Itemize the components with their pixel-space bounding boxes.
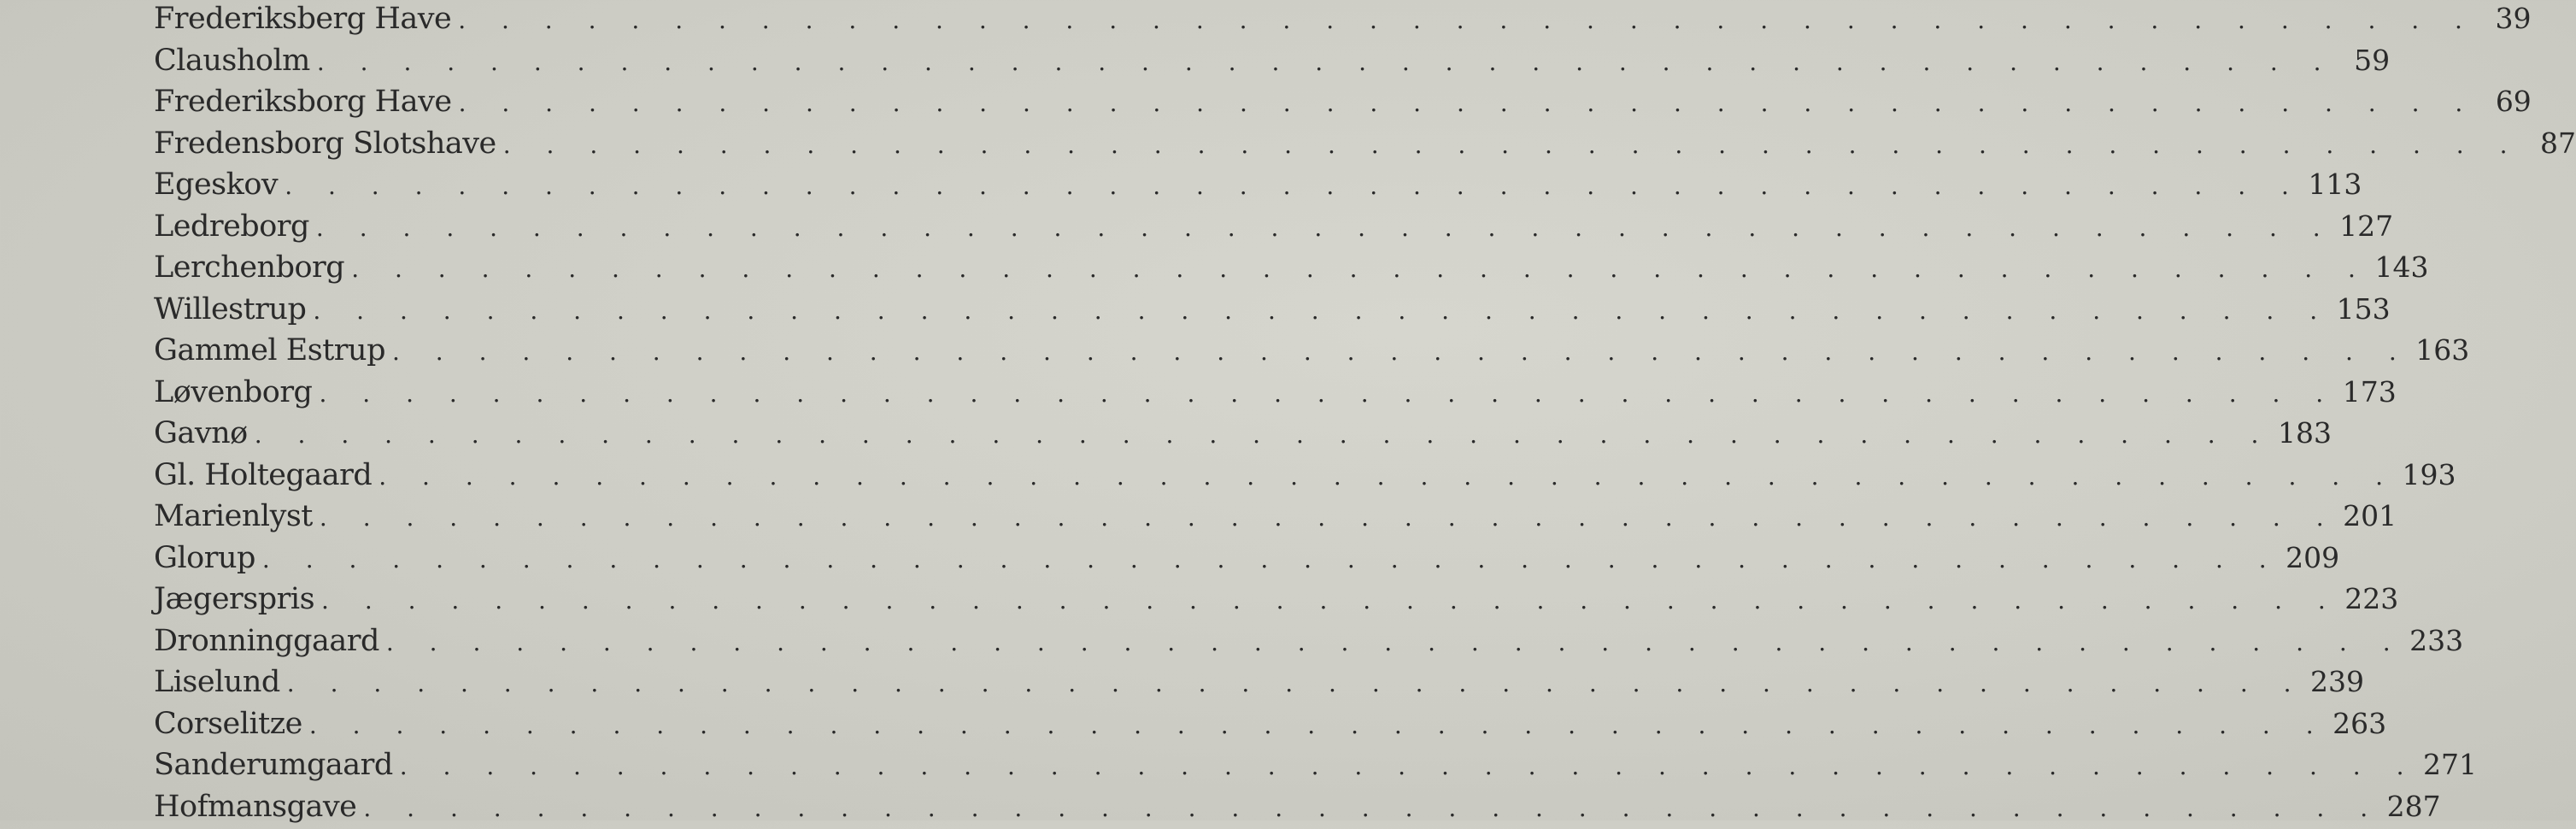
toc-entry-title: Frederiksberg Have <box>154 2 452 36</box>
toc-dot-leader: . . . . . . . . . . . . . . . . . . . . . . . . . . . . . . . . . . . . . . . . . . . . . . . <box>254 420 2273 449</box>
toc-entry <box>154 372 2397 413</box>
toc-entry <box>154 247 2429 288</box>
toc-entry-title: Dronninggaard <box>154 623 379 658</box>
toc-entry-title: Ledreborg <box>154 209 309 244</box>
toc-dot-leader: . . . . . . . . . . . . . . . . . . . . . . . . . . . . . . . . . . . . . . . . . . . . . . . <box>458 89 2477 117</box>
toc-entry <box>154 330 2470 371</box>
toc-entry-title: Gammel Estrup <box>154 333 385 367</box>
toc-dot-leader: . . . . . . . . . . . . . . . . . . . . . . . . . . . . . . . . . . . . . . . . . . . . . . . <box>261 544 2281 573</box>
toc-dot-leader: . . . . . . . . . . . . . . . . . . . . . . . . . . . . . . . . . . . . . . . . . . . . . . . <box>319 379 2338 408</box>
toc-entry-page-number: 69 <box>2495 85 2532 118</box>
toc-entry <box>154 620 2464 661</box>
toc-dot-leader: . . . . . . . . . . . . . . . . . . . . . . . . . . . . . . . . . . . . . . . . . . . . . . . <box>385 627 2405 656</box>
toc-entry <box>154 703 2387 744</box>
toc-entry-page-number: 163 <box>2415 333 2470 367</box>
toc-entry-page-number: 233 <box>2409 623 2464 657</box>
toc-entry-page-number: 183 <box>2277 416 2332 450</box>
toc-dot-leader: . . . . . . . . . . . . . . . . . . . . . . . . . . . . . . . . . . . . . . . . . . . . . . . <box>316 47 2336 76</box>
toc-entry-page-number: 263 <box>2332 706 2387 740</box>
toc-entry-page-number: 173 <box>2342 374 2397 409</box>
toc-dot-leader: . . . . . . . . . . . . . . . . . . . . . . . . . . . . . . . . . . . . . . . . . . . . . . . <box>315 213 2335 242</box>
toc-entry-title: Willestrup <box>154 291 307 326</box>
toc-entry-page-number: 287 <box>2386 789 2441 823</box>
toc-entry <box>154 786 2441 827</box>
toc-entry-title: Lerchenborg <box>154 250 345 285</box>
toc-entry <box>154 661 2365 703</box>
toc-entry-title: Marienlyst <box>154 499 313 533</box>
toc-entry <box>154 40 2391 81</box>
toc-dot-leader: . . . . . . . . . . . . . . . . . . . . . . . . . . . . . . . . . . . . . . . . . . . . . . . <box>458 6 2477 34</box>
toc-entry <box>154 455 2456 496</box>
toc-dot-leader: . . . . . . . . . . . . . . . . . . . . . . . . . . . . . . . . . . . . . . . . . . . . . . . <box>313 296 2332 325</box>
toc-entry-page-number: 127 <box>2339 209 2394 243</box>
toc-dot-leader: . . . . . . . . . . . . . . . . . . . . . . . . . . . . . . . . . . . . . . . . . . . . . . . <box>286 669 2306 697</box>
toc-entry-page-number: 153 <box>2336 291 2391 326</box>
toc-dot-leader: . . . . . . . . . . . . . . . . . . . . . . . . . . . . . . . . . . . . . . . . . . . . . . . <box>351 255 2370 283</box>
toc-entry-title: Hofmansgave <box>154 789 357 824</box>
toc-entry-title: Gl. Holtegaard <box>154 457 373 492</box>
toc-entry-page-number: 201 <box>2343 499 2397 532</box>
toc-entry <box>154 123 2576 164</box>
toc-entry <box>154 744 2477 785</box>
toc-dot-leader: . . . . . . . . . . . . . . . . . . . . . . . . . . . . . . . . . . . . . . . . . . . . . . . <box>285 172 2303 200</box>
toc-entry-title: Sanderumgaard <box>154 748 393 782</box>
toc-dot-leader: . . . . . . . . . . . . . . . . . . . . . . . . . . . . . . . . . . . . . . . . . . . . . . . <box>363 793 2382 822</box>
toc-entry-page-number: 223 <box>2344 582 2399 615</box>
toc-entry <box>154 538 2340 579</box>
toc-entry <box>154 81 2532 122</box>
toc-entry-page-number: 59 <box>2354 43 2391 77</box>
toc-dot-leader: . . . . . . . . . . . . . . . . . . . . . . . . . . . . . . . . . . . . . . . . . . . . . . . <box>502 130 2521 159</box>
toc-dot-leader: . . . . . . . . . . . . . . . . . . . . . . . . . . . . . . . . . . . . . . . . . . . . . . . <box>378 462 2397 491</box>
toc-entry-title: Fredensborg Slotshave <box>154 126 496 161</box>
toc-entry-title: Frederiksborg Have <box>154 85 452 119</box>
toc-dot-leader: . . . . . . . . . . . . . . . . . . . . . . . . . . . . . . . . . . . . . . . . . . . . . . . <box>399 752 2418 780</box>
toc-entry <box>154 579 2399 620</box>
toc-entry-page-number: 271 <box>2423 748 2477 781</box>
toc-dot-leader: . . . . . . . . . . . . . . . . . . . . . . . . . . . . . . . . . . . . . . . . . . . . . . . <box>319 503 2338 532</box>
toc-entry-page-number: 143 <box>2374 250 2429 284</box>
toc-entry-title: Liselund <box>154 665 280 699</box>
toc-entry-title: Corselitze <box>154 706 302 741</box>
toc-entry <box>154 0 2532 39</box>
toc-entry-title: Clausholm <box>154 43 310 78</box>
toc-entry-title: Glorup <box>154 540 255 575</box>
toc-entry <box>154 289 2391 330</box>
toc-entry <box>154 496 2397 537</box>
toc-entry-page-number: 113 <box>2308 168 2362 201</box>
toc-entry-page-number: 239 <box>2310 665 2365 698</box>
toc-entry <box>154 206 2394 247</box>
toc-entry-title: Jægerspris <box>154 582 315 616</box>
toc-entry-page-number: 39 <box>2495 2 2532 35</box>
toc-entry-page-number: 193 <box>2402 457 2456 491</box>
toc-entry-title: Gavnø <box>154 416 248 450</box>
toc-entry-title: Løvenborg <box>154 374 313 409</box>
toc-dot-leader: . . . . . . . . . . . . . . . . . . . . . . . . . . . . . . . . . . . . . . . . . . . . . . . <box>308 710 2328 739</box>
toc-dot-leader: . . . . . . . . . . . . . . . . . . . . . . . . . . . . . . . . . . . . . . . . . . . . . . . <box>321 586 2340 614</box>
toc-entry <box>154 413 2332 454</box>
toc-dot-leader: . . . . . . . . . . . . . . . . . . . . . . . . . . . . . . . . . . . . . . . . . . . . . . . <box>392 338 2411 366</box>
toc-entry <box>154 164 2362 205</box>
toc-entry-page-number: 87 <box>2540 126 2576 160</box>
toc-entry-title: Egeskov <box>154 168 279 202</box>
toc-entry-page-number: 209 <box>2286 540 2340 574</box>
